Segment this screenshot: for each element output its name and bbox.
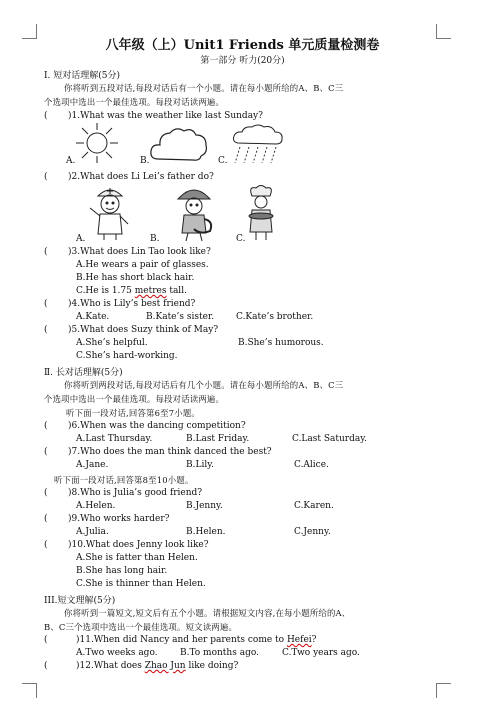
page-title: 八年级（上）Unit1 Friends 单元质量检测卷 xyxy=(105,38,380,53)
q5-option-c: C.She’s hard-working. xyxy=(76,351,178,361)
q11-option-b: B.To months ago. xyxy=(180,648,259,658)
q11-option-c: C.Two years ago. xyxy=(282,648,360,658)
q2-text: )2.What does Li Lei’s father do? xyxy=(68,172,214,182)
section2-instruction-line1: 你将听到两段对话,每段对话后有几个小题。请在每小题所给的A、B、C三 xyxy=(64,380,344,390)
section2-subinstruction1: 听下面一段对话,回答第6至7小题。 xyxy=(66,408,200,418)
q12-paren: ( xyxy=(44,661,48,671)
crop-mark-bottom-right xyxy=(436,683,451,698)
q7-option-a: A.Jane. xyxy=(76,460,109,470)
q6-option-c: C.Last Saturday. xyxy=(292,434,367,444)
q4-paren: ( xyxy=(44,299,48,309)
q3-option-b: B.He has short black hair. xyxy=(76,273,195,283)
q10-option-c: C.She is thinner than Helen. xyxy=(76,579,206,589)
q4-option-b: B.Kate’s sister. xyxy=(146,312,215,322)
chef-icon xyxy=(244,184,278,242)
q1-option-c: C. xyxy=(218,156,228,166)
q3-option-a: A.He wears a pair of glasses. xyxy=(76,260,209,270)
q1-option-b: B. xyxy=(140,156,150,166)
q3-option-c-pre: C.He is 1.75 xyxy=(76,286,135,296)
sun-icon xyxy=(70,121,124,165)
q11-text-post: ? xyxy=(311,635,317,645)
q9-text: )9.Who works harder? xyxy=(68,514,170,524)
q3-option-c-squig: metres xyxy=(134,286,167,296)
q6-option-a: A.Last Thursday. xyxy=(76,434,153,444)
q7-option-b: B.Lily. xyxy=(186,460,214,470)
rain-icon xyxy=(230,123,286,167)
q10-paren: ( xyxy=(44,540,48,550)
section3-instruction-line1: 你将听到一篇短文,短文后有五个小题。请根据短文内容,在每小题所给的A、 xyxy=(64,608,351,618)
q3-paren: ( xyxy=(44,247,48,257)
q1-option-a: A. xyxy=(66,156,76,166)
q9-paren: ( xyxy=(44,514,48,524)
q10-option-a: A.She is fatter than Helen. xyxy=(76,553,198,563)
q9-option-b: B.Helen. xyxy=(186,527,226,537)
q3-text: )3.What does Lin Tao look like? xyxy=(68,247,211,257)
q7-text: )7.Who does the man think danced the best? xyxy=(68,447,272,457)
q4-option-a: A.Kate. xyxy=(76,312,110,322)
section1-instruction-line1: 你将听到五段对话,每段对话后有一个小题。请在每小题所给的A、B、C三 xyxy=(64,83,344,93)
q7-option-c: C.Alice. xyxy=(294,460,329,470)
q2-option-c: C. xyxy=(236,234,246,244)
cloud-icon xyxy=(148,123,210,165)
q8-option-c: C.Karen. xyxy=(294,501,334,511)
q6-text: )6.When was the dancing competition? xyxy=(68,421,246,431)
q4-text: )4.Who is Lily’s best friend? xyxy=(68,299,196,309)
q6-paren: ( xyxy=(44,421,48,431)
q3-option-c xyxy=(76,286,187,296)
section1-instruction-line2: 个选项中选出一个最佳选项。每段对话读两遍。 xyxy=(44,97,225,107)
q8-option-a: A.Helen. xyxy=(76,501,116,511)
q11-text-pre: )11.When did Nancy and her parents come to xyxy=(76,635,287,645)
q12-text-post: like doing? xyxy=(185,661,239,671)
q12-text-squig: Zhao Jun xyxy=(144,661,186,671)
part-subtitle: 第一部分 听力(20分) xyxy=(200,56,285,66)
q11-option-a: A.Two weeks ago. xyxy=(76,648,158,658)
q5-paren: ( xyxy=(44,325,48,335)
q12-text-pre: )12.What does xyxy=(76,661,145,671)
q2-paren: ( xyxy=(44,172,48,182)
q9-option-a: A.Julia. xyxy=(76,527,109,537)
crop-mark-bottom-left xyxy=(22,683,37,698)
doctor-icon xyxy=(86,184,134,242)
section2-subinstruction2: 听下面一段对话,回答第8至10小题。 xyxy=(54,475,194,485)
q11-text xyxy=(76,635,316,645)
q8-paren: ( xyxy=(44,488,48,498)
section3-heading: III.短文理解(5分) xyxy=(44,596,116,606)
firefighter-icon xyxy=(170,183,218,243)
q9-option-c: C.Jenny. xyxy=(294,527,331,537)
q5-option-a: A.She’s helpful. xyxy=(76,338,148,348)
q8-option-b: B.Jenny. xyxy=(186,501,223,511)
q10-text: )10.What does Jenny look like? xyxy=(68,540,209,550)
q12-text xyxy=(76,661,238,671)
q10-option-b: B.She has long hair. xyxy=(76,566,168,576)
q2-option-a: A. xyxy=(76,234,86,244)
section2-heading: Ⅱ. 长对话理解(5分) xyxy=(44,368,123,378)
q1-text: )1.What was the weather like last Sunday? xyxy=(68,111,263,121)
q2-option-b: B. xyxy=(150,234,160,244)
q7-paren: ( xyxy=(44,447,48,457)
q6-option-b: B.Last Friday. xyxy=(186,434,250,444)
q4-option-c: C.Kate’s brother. xyxy=(236,312,314,322)
q8-text: )8.Who is Julia’s good friend? xyxy=(68,488,203,498)
q5-option-b: B.She’s humorous. xyxy=(238,338,324,348)
q11-text-squig: Hefei xyxy=(286,635,312,645)
q1-paren: ( xyxy=(44,111,48,121)
section1-heading: Ⅰ. 短对话理解(5分) xyxy=(44,71,121,81)
q5-text: )5.What does Suzy think of May? xyxy=(68,325,219,335)
section2-instruction-line2: 个选项中选出一个最佳选项。每段对话读两遍。 xyxy=(44,394,225,404)
q11-paren: ( xyxy=(44,635,48,645)
q3-option-c-post: tall. xyxy=(166,286,187,296)
section3-instruction-line2: B、C三个选项中选出一个最佳选项。短文读两遍。 xyxy=(44,622,238,632)
